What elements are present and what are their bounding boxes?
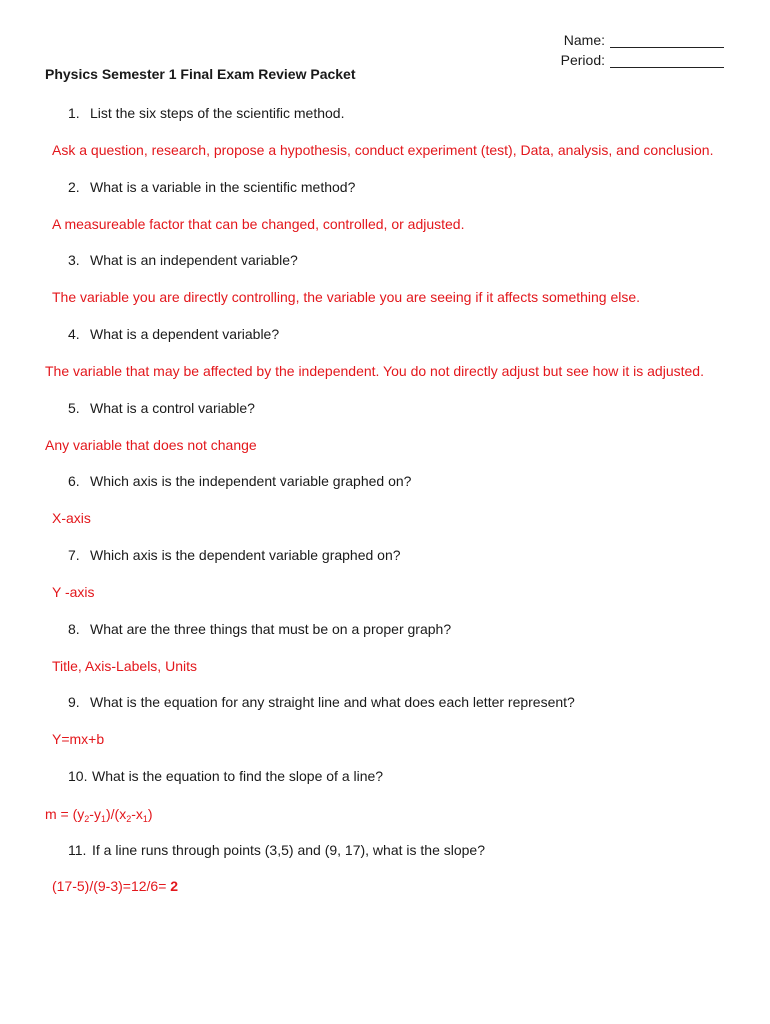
subscript: 1 (100, 814, 106, 824)
answer-5: Any variable that does not change (45, 437, 257, 453)
answer-8: Title, Axis-Labels, Units (52, 658, 197, 674)
slope-formula-part: -x (131, 806, 143, 822)
answer-6: X-axis (52, 510, 91, 526)
answer-4: The variable that may be affected by the independent. You do not directly adjust but see how it is adjusted. (45, 363, 704, 379)
question-11 (68, 842, 485, 858)
page-title: Physics Semester 1 Final Exam Review Packet (45, 66, 356, 82)
slope-result: 2 (170, 878, 179, 894)
question-number: 8. (68, 621, 80, 637)
question-number: 1. (68, 105, 80, 121)
question-text: What is a dependent variable? (90, 326, 280, 342)
header-fields (560, 28, 730, 68)
question-number: 9. (68, 694, 80, 710)
period-blank[interactable] (610, 53, 724, 68)
question-number: 3. (68, 252, 80, 268)
name-field[interactable] (560, 28, 730, 48)
question-number: 11. (68, 842, 87, 858)
subscript: 2 (84, 814, 90, 824)
question-6 (68, 473, 411, 489)
question-8 (68, 621, 451, 637)
question-1 (68, 105, 344, 121)
question-7 (68, 547, 401, 563)
slope-calculation: (17-5)/(9-3)=12/6= (52, 878, 171, 894)
answer-3: The variable you are directly controlling, the variable you are seeing if it affects something else. (52, 289, 641, 305)
subscript: 2 (126, 814, 132, 824)
question-5 (68, 400, 255, 416)
answer-11 (52, 878, 178, 894)
answer-7: Y -axis (52, 584, 95, 600)
question-text: If a line runs through points (3,5) and (9, 17), what is the slope? (92, 842, 486, 858)
name-blank[interactable] (610, 33, 724, 48)
subscript: 1 (142, 814, 148, 824)
question-text: What is a variable in the scientific method? (90, 179, 356, 195)
question-text: Which axis is the independent variable graphed on? (90, 473, 412, 489)
question-number: 4. (68, 326, 80, 342)
question-text: What is a control variable? (90, 400, 255, 416)
slope-formula-part: ) (147, 806, 153, 822)
question-3 (68, 252, 298, 268)
question-2 (68, 179, 355, 195)
period-field[interactable] (560, 48, 730, 68)
question-4 (68, 326, 279, 342)
answer-2: A measureable factor that can be changed, controlled, or adjusted. (52, 216, 465, 232)
question-number: 2. (68, 179, 80, 195)
slope-formula-part: )/(x (105, 806, 127, 822)
question-text: What is the equation to find the slope of a line? (92, 768, 384, 784)
answer-10 (45, 806, 153, 822)
question-text: What is the equation for any straight line and what does each letter represent? (90, 694, 575, 710)
question-text: List the six steps of the scientific method. (90, 105, 345, 121)
question-9 (68, 694, 575, 710)
period-label: Period: (560, 52, 605, 68)
name-label: Name: (563, 32, 605, 48)
question-number: 6. (68, 473, 80, 489)
answer-1: Ask a question, research, propose a hypothesis, conduct experiment (test), Data, analysis, and conclusion. (52, 142, 714, 158)
slope-formula-part: -y (89, 806, 101, 822)
answer-9: Y=mx+b (52, 731, 105, 747)
question-number: 10. (68, 768, 88, 784)
slope-formula-part: m = (y (45, 806, 85, 822)
question-10 (68, 768, 383, 784)
question-text: What are the three things that must be on a proper graph? (90, 621, 452, 637)
question-number: 5. (68, 400, 80, 416)
question-text: Which axis is the dependent variable graphed on? (90, 547, 401, 563)
question-number: 7. (68, 547, 80, 563)
question-text: What is an independent variable? (90, 252, 298, 268)
